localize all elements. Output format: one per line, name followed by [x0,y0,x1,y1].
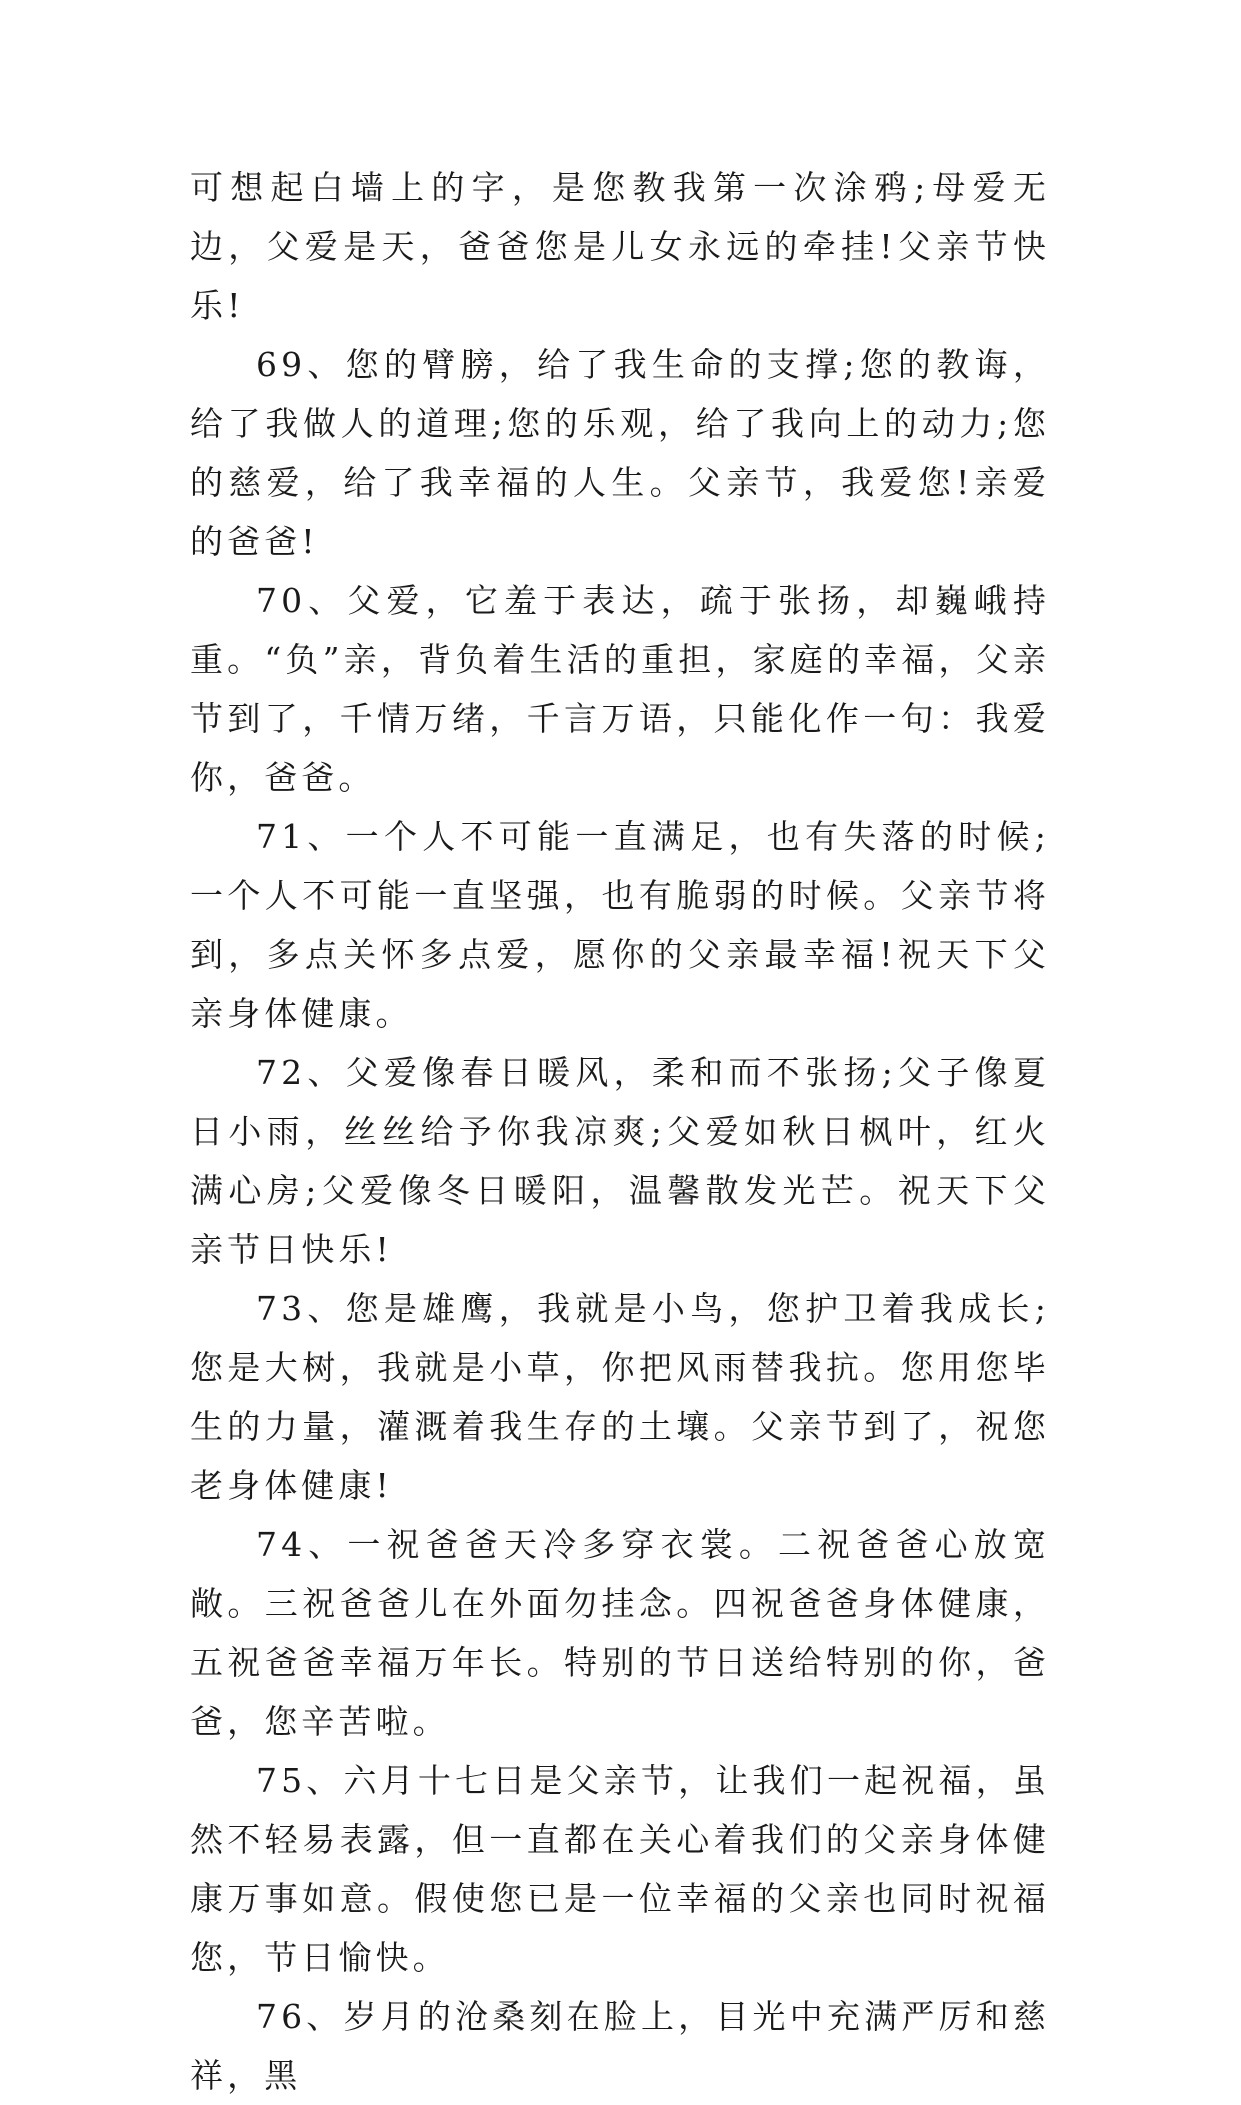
paragraph-70: 70、父爱，它羞于表达，疏于张扬，却巍峨持重。“负”亲，背负着生活的重担，家庭的幸福，父亲节到了，千情万绪，千言万语，只能化作一句：我爱你，爸爸。 [190,581,1050,797]
paragraph-71: 71、一个人不可能一直满足，也有失落的时候;一个人不可能一直坚强，也有脆弱的时候。父亲节将到，多点关怀多点爱，愿你的父亲最幸福!祝天下父亲身体健康。 [190,817,1050,1033]
document-body [190,158,1050,2105]
paragraph-76: 76、岁月的沧桑刻在脸上，目光中充满严厉和慈祥，黑 [190,1997,1050,2095]
paragraph-75: 75、六月十七日是父亲节，让我们一起祝福，虽然不轻易表露，但一直都在关心着我们的父亲身体健康万事如意。假使您已是一位幸福的父亲也同时祝福您，节日愉快。 [190,1761,1050,1977]
paragraph-69: 69、您的臂膀，给了我生命的支撑;您的教诲，给了我做人的道理;您的乐观，给了我向上的动力;您的慈爱，给了我幸福的人生。父亲节，我爱您!亲爱的爸爸! [190,345,1050,561]
paragraph-73: 73、您是雄鹰，我就是小鸟，您护卫着我成长;您是大树，我就是小草，你把风雨替我抗。您用您毕生的力量，灌溉着我生存的土壤。父亲节到了，祝您老身体健康! [190,1289,1050,1505]
paragraph-continuation: 可想起白墙上的字，是您教我第一次涂鸦;母爱无边，父爱是天，爸爸您是儿女永远的牵挂!父亲节快乐! [190,168,1050,325]
paragraph-72: 72、父爱像春日暖风，柔和而不张扬;父子像夏日小雨，丝丝给予你我凉爽;父爱如秋日枫叶，红火满心房;父爱像冬日暖阳，温馨散发光芒。祝天下父亲节日快乐! [190,1053,1050,1269]
paragraph-74: 74、一祝爸爸天冷多穿衣裳。二祝爸爸心放宽敞。三祝爸爸儿在外面勿挂念。四祝爸爸身体健康，五祝爸爸幸福万年长。特别的节日送给特别的你，爸爸，您辛苦啦。 [190,1525,1050,1741]
